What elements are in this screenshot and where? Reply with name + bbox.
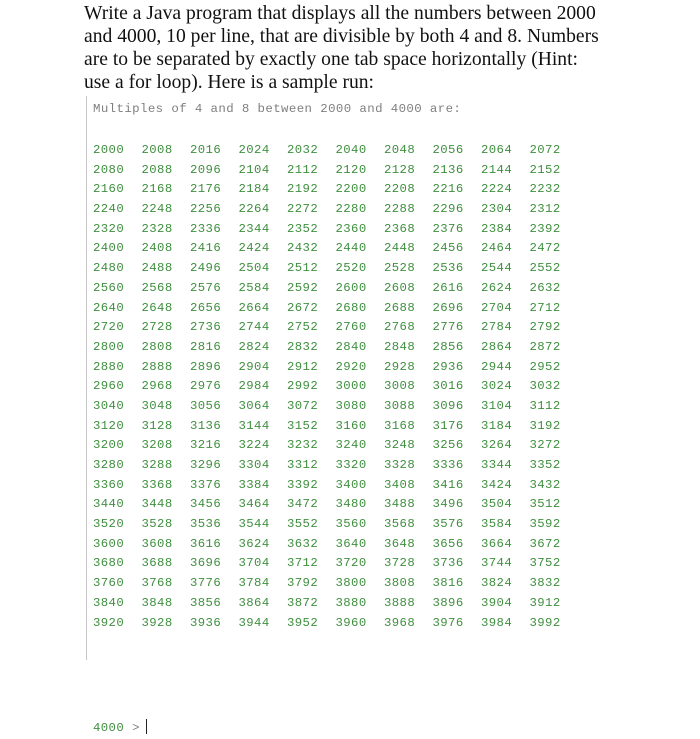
console-number: 3032 [529, 379, 561, 394]
console-number: 3064 [238, 398, 270, 413]
console-number: 2456 [432, 241, 464, 256]
console-row [93, 239, 578, 259]
console-row [93, 279, 578, 299]
console-output[interactable] [86, 96, 587, 735]
console-number: 3216 [190, 438, 222, 453]
console-number: 3768 [141, 576, 173, 591]
console-number: 3568 [384, 517, 416, 532]
console-number: 3888 [384, 595, 416, 610]
console-number: 3088 [384, 398, 416, 413]
console-number: 2240 [93, 202, 125, 217]
console-number: 3000 [335, 379, 367, 394]
assignment-line: Write a Java program that displays all the numbers between 2000 [84, 3, 596, 24]
console-number: 3264 [481, 438, 513, 453]
console-number: 3448 [141, 497, 173, 512]
console-number: 3440 [93, 497, 125, 512]
console-number: 2392 [529, 221, 561, 236]
console-number: 2624 [481, 280, 513, 295]
console-number: 2112 [287, 162, 319, 177]
console-number: 2032 [287, 143, 319, 157]
console-number: 2328 [141, 221, 173, 236]
console-number: 2856 [432, 339, 464, 354]
console-number: 3680 [93, 556, 125, 571]
console-number: 2280 [335, 202, 367, 217]
console-last-line [93, 718, 147, 739]
console-number: 3016 [432, 379, 464, 394]
console-number: 2592 [287, 280, 319, 295]
console-number: 3536 [190, 517, 222, 532]
console-number: 3072 [287, 398, 319, 413]
console-number: 2664 [238, 300, 270, 315]
console-row [93, 436, 578, 456]
console-number: 3928 [141, 615, 173, 630]
console-number: 3320 [335, 458, 367, 472]
console-number: 2384 [481, 221, 513, 236]
console-last-value: 4000 [93, 721, 125, 735]
console-number: 2512 [287, 261, 319, 276]
console-number: 2992 [287, 379, 319, 394]
console-number: 3816 [432, 576, 464, 591]
console-number: 2104 [238, 162, 270, 177]
console-number: 2016 [190, 143, 222, 157]
console-number: 3736 [432, 556, 464, 571]
console-number: 2208 [384, 182, 416, 197]
console-number: 3744 [481, 556, 513, 571]
console-number: 2440 [335, 241, 367, 256]
console-number: 3584 [481, 517, 513, 532]
console-number: 2864 [481, 339, 513, 354]
console-number: 3976 [432, 615, 464, 630]
console-number: 3624 [238, 536, 270, 551]
console-number: 2216 [432, 182, 464, 197]
console-number: 2528 [384, 261, 416, 276]
console-number: 2744 [238, 320, 270, 335]
console-number: 2904 [238, 359, 270, 374]
console-number: 3176 [432, 418, 464, 433]
console-number: 2360 [335, 221, 367, 236]
console-number: 2888 [141, 359, 173, 374]
console-row [93, 397, 578, 417]
console-number: 2736 [190, 320, 222, 335]
console-number: 3256 [432, 438, 464, 453]
console-row [93, 161, 578, 181]
console-number: 2192 [287, 182, 319, 197]
console-number: 3104 [481, 398, 513, 413]
console-number: 2776 [432, 320, 464, 335]
console-number: 2056 [432, 143, 464, 157]
console-row [93, 338, 578, 358]
console-number: 2816 [190, 339, 222, 354]
console-number: 3544 [238, 517, 270, 532]
console-number: 3576 [432, 517, 464, 532]
console-rows [93, 141, 578, 633]
console-number: 3944 [238, 615, 270, 630]
console-number: 3904 [481, 595, 513, 610]
console-number: 2000 [93, 143, 125, 157]
console-number: 3864 [238, 595, 270, 610]
console-number: 3608 [141, 536, 173, 551]
console-number: 2768 [384, 320, 416, 335]
console-number: 3384 [238, 477, 270, 492]
console-number: 3656 [432, 536, 464, 551]
console-number: 3136 [190, 418, 222, 433]
assignment-line: use a for loop). Here is a sample run: [84, 72, 375, 93]
console-number: 3880 [335, 595, 367, 610]
console-number: 2712 [529, 300, 561, 315]
console-number: 3056 [190, 398, 222, 413]
console-number: 2144 [481, 162, 513, 177]
console-number: 3184 [481, 418, 513, 433]
console-number: 2696 [432, 300, 464, 315]
console-number: 3776 [190, 576, 222, 591]
console-number: 2248 [141, 202, 173, 217]
console-row [93, 614, 578, 634]
console-header: Multiples of 4 and 8 between 2000 and 4000 are: [93, 102, 462, 116]
assignment-text [84, 2, 644, 94]
console-number: 2152 [529, 162, 561, 177]
console-number: 3504 [481, 497, 513, 512]
console-number: 2656 [190, 300, 222, 315]
console-number: 2272 [287, 202, 319, 217]
console-number: 3368 [141, 477, 173, 492]
console-number: 2616 [432, 280, 464, 295]
console-number: 2672 [287, 300, 319, 315]
console-number: 2848 [384, 339, 416, 354]
console-number: 2416 [190, 241, 222, 256]
console-number: 3024 [481, 379, 513, 394]
console-number: 2640 [93, 300, 125, 315]
console-number: 3472 [287, 497, 319, 512]
console-number: 2128 [384, 162, 416, 177]
console-number: 3144 [238, 418, 270, 433]
console-prompt-symbol: > [132, 721, 140, 735]
console-row [93, 515, 578, 535]
console-row [93, 180, 578, 200]
console-row [93, 377, 578, 397]
console-number: 3792 [287, 576, 319, 591]
console-number: 2584 [238, 280, 270, 295]
console-number: 2408 [141, 241, 173, 256]
console-number: 2680 [335, 300, 367, 315]
console-number: 2448 [384, 241, 416, 256]
console-number: 3040 [93, 398, 125, 413]
console-number: 3856 [190, 595, 222, 610]
console-number: 3456 [190, 497, 222, 512]
console-number: 2912 [287, 359, 319, 374]
console-number: 2832 [287, 339, 319, 354]
console-number: 3832 [529, 576, 561, 591]
console-number: 3280 [93, 458, 125, 472]
console-number: 2080 [93, 162, 125, 177]
console-number: 3360 [93, 477, 125, 492]
console-number: 2312 [529, 202, 561, 217]
console-number: 3992 [529, 615, 561, 630]
console-row [93, 554, 578, 574]
console-number: 3920 [93, 615, 125, 630]
console-number: 2368 [384, 221, 416, 236]
console-number: 3352 [529, 458, 561, 472]
console-number: 2792 [529, 320, 561, 335]
console-number: 2600 [335, 280, 367, 295]
console-number: 2488 [141, 261, 173, 276]
console-number: 3520 [93, 517, 125, 532]
console-number: 2560 [93, 280, 125, 295]
console-number: 3152 [287, 418, 319, 433]
console-number: 3392 [287, 477, 319, 492]
console-number: 2424 [238, 241, 270, 256]
console-number: 3008 [384, 379, 416, 394]
console-number: 2168 [141, 182, 173, 197]
console-number: 2872 [529, 339, 561, 354]
console-number: 3648 [384, 536, 416, 551]
console-number: 3552 [287, 517, 319, 532]
console-row [93, 417, 578, 437]
console-number: 3936 [190, 615, 222, 630]
console-number: 2896 [190, 359, 222, 374]
console-number: 3208 [141, 438, 173, 453]
console-number: 3120 [93, 418, 125, 433]
console-number: 3096 [432, 398, 464, 413]
console-row [93, 594, 578, 614]
console-number: 2784 [481, 320, 513, 335]
console-number: 2720 [93, 320, 125, 335]
console-number: 2944 [481, 359, 513, 374]
console-number: 3488 [384, 497, 416, 512]
console-number: 3528 [141, 517, 173, 532]
console-number: 3128 [141, 418, 173, 433]
console-number: 3712 [287, 556, 319, 571]
console-number: 3048 [141, 398, 173, 413]
console-number: 3432 [529, 477, 561, 492]
console-number: 2288 [384, 202, 416, 217]
console-number: 2568 [141, 280, 173, 295]
console-row [93, 456, 578, 476]
console-number: 2072 [529, 143, 561, 157]
console-number: 2256 [190, 202, 222, 217]
console-number: 2632 [529, 280, 561, 295]
console-number: 3720 [335, 556, 367, 571]
console-row [93, 318, 578, 338]
console-number: 3824 [481, 576, 513, 591]
console-number: 2344 [238, 221, 270, 236]
console-number: 2432 [287, 241, 319, 256]
console-number: 3272 [529, 438, 561, 453]
console-number: 3808 [384, 576, 416, 591]
console-row [93, 476, 578, 496]
console-number: 2952 [529, 359, 561, 374]
console-number: 2536 [432, 261, 464, 276]
console-number: 3304 [238, 458, 270, 472]
console-number: 2728 [141, 320, 173, 335]
console-number: 2576 [190, 280, 222, 295]
console-number: 3336 [432, 458, 464, 472]
console-number: 2232 [529, 182, 561, 197]
assignment-line: are to be separated by exactly one tab space horizontally (Hint: [84, 49, 578, 70]
console-number: 2968 [141, 379, 173, 394]
console-number: 2688 [384, 300, 416, 315]
console-number: 2184 [238, 182, 270, 197]
console-number: 2472 [529, 241, 561, 256]
console-number: 2824 [238, 339, 270, 354]
console-number: 2928 [384, 359, 416, 374]
console-number: 2120 [335, 162, 367, 177]
console-number: 3424 [481, 477, 513, 492]
console-number: 3464 [238, 497, 270, 512]
console-number: 3912 [529, 595, 561, 610]
console-number: 3512 [529, 497, 561, 512]
console-number: 3376 [190, 477, 222, 492]
console-number: 2760 [335, 320, 367, 335]
console-number: 3168 [384, 418, 416, 433]
console-number: 3952 [287, 615, 319, 630]
console-number: 3784 [238, 576, 270, 591]
console-number: 3752 [529, 556, 561, 571]
console-number: 3344 [481, 458, 513, 472]
console-number: 2880 [93, 359, 125, 374]
console-number: 2704 [481, 300, 513, 315]
console-number: 2608 [384, 280, 416, 295]
console-number: 2520 [335, 261, 367, 276]
console-number: 2048 [384, 143, 416, 157]
console-number: 3496 [432, 497, 464, 512]
console-number: 2096 [190, 162, 222, 177]
console-number: 2336 [190, 221, 222, 236]
console-number: 2064 [481, 143, 513, 157]
console-number: 2400 [93, 241, 125, 256]
console-number: 3288 [141, 458, 173, 472]
console-number: 3080 [335, 398, 367, 413]
console-number: 2160 [93, 182, 125, 197]
console-number: 2376 [432, 221, 464, 236]
console-number: 2024 [238, 143, 270, 157]
console-number: 3840 [93, 595, 125, 610]
console-number: 2752 [287, 320, 319, 335]
console-number: 3112 [529, 398, 561, 413]
console-number: 3872 [287, 595, 319, 610]
console-number: 3800 [335, 576, 367, 591]
console-number: 3480 [335, 497, 367, 512]
console-number: 3968 [384, 615, 416, 630]
console-number: 3896 [432, 595, 464, 610]
console-number: 3232 [287, 438, 319, 453]
console-number: 3408 [384, 477, 416, 492]
console-number: 3248 [384, 438, 416, 453]
console-number: 2552 [529, 261, 561, 276]
console-number: 2088 [141, 162, 173, 177]
console-number: 3640 [335, 536, 367, 551]
console-number: 3616 [190, 536, 222, 551]
console-number: 3688 [141, 556, 173, 571]
console-row [93, 299, 578, 319]
console-number: 3984 [481, 615, 513, 630]
console-number: 2200 [335, 182, 367, 197]
console-number: 2304 [481, 202, 513, 217]
console-row [93, 220, 578, 240]
assignment-line: and 4000, 10 per line, that are divisible by both 4 and 8. Numbers [84, 26, 599, 47]
console-number: 3848 [141, 595, 173, 610]
console-row [93, 358, 578, 378]
console-number: 2464 [481, 241, 513, 256]
console-number: 2976 [190, 379, 222, 394]
console-number: 3312 [287, 458, 319, 472]
console-number: 2544 [481, 261, 513, 276]
console-number: 3728 [384, 556, 416, 571]
console-number: 2808 [141, 339, 173, 354]
console-number: 3160 [335, 418, 367, 433]
console-number: 3240 [335, 438, 367, 453]
console-number: 3400 [335, 477, 367, 492]
console-row [93, 141, 578, 161]
console-number: 3592 [529, 517, 561, 532]
console-number: 2920 [335, 359, 367, 374]
console-row [93, 574, 578, 594]
console-number: 2480 [93, 261, 125, 276]
console-number: 2496 [190, 261, 222, 276]
console-number: 3416 [432, 477, 464, 492]
console-number: 3704 [238, 556, 270, 571]
console-number: 2840 [335, 339, 367, 354]
console-number: 2352 [287, 221, 319, 236]
console-row [93, 535, 578, 555]
console-number: 3600 [93, 536, 125, 551]
console-number: 2264 [238, 202, 270, 217]
console-number: 2936 [432, 359, 464, 374]
console-number: 2800 [93, 339, 125, 354]
console-number: 2008 [141, 143, 173, 157]
console-number: 3672 [529, 536, 561, 551]
console-number: 3560 [335, 517, 367, 532]
console-number: 3760 [93, 576, 125, 591]
console-row [93, 259, 578, 279]
console-number: 2040 [335, 143, 367, 157]
console-number: 3632 [287, 536, 319, 551]
console-number: 2296 [432, 202, 464, 217]
console-number: 3296 [190, 458, 222, 472]
console-number: 2176 [190, 182, 222, 197]
console-row [93, 495, 578, 515]
console-number: 3696 [190, 556, 222, 571]
console-number: 3200 [93, 438, 125, 453]
console-number: 3328 [384, 458, 416, 472]
console-number: 2320 [93, 221, 125, 236]
console-number: 2504 [238, 261, 270, 276]
text-cursor[interactable] [146, 719, 147, 734]
console-row [93, 200, 578, 220]
console-number: 2960 [93, 379, 125, 394]
console-number: 2224 [481, 182, 513, 197]
console-number: 3192 [529, 418, 561, 433]
console-number: 3664 [481, 536, 513, 551]
console-number: 3224 [238, 438, 270, 453]
console-number: 3960 [335, 615, 367, 630]
console-number: 2984 [238, 379, 270, 394]
console-number: 2648 [141, 300, 173, 315]
console-number: 2136 [432, 162, 464, 177]
